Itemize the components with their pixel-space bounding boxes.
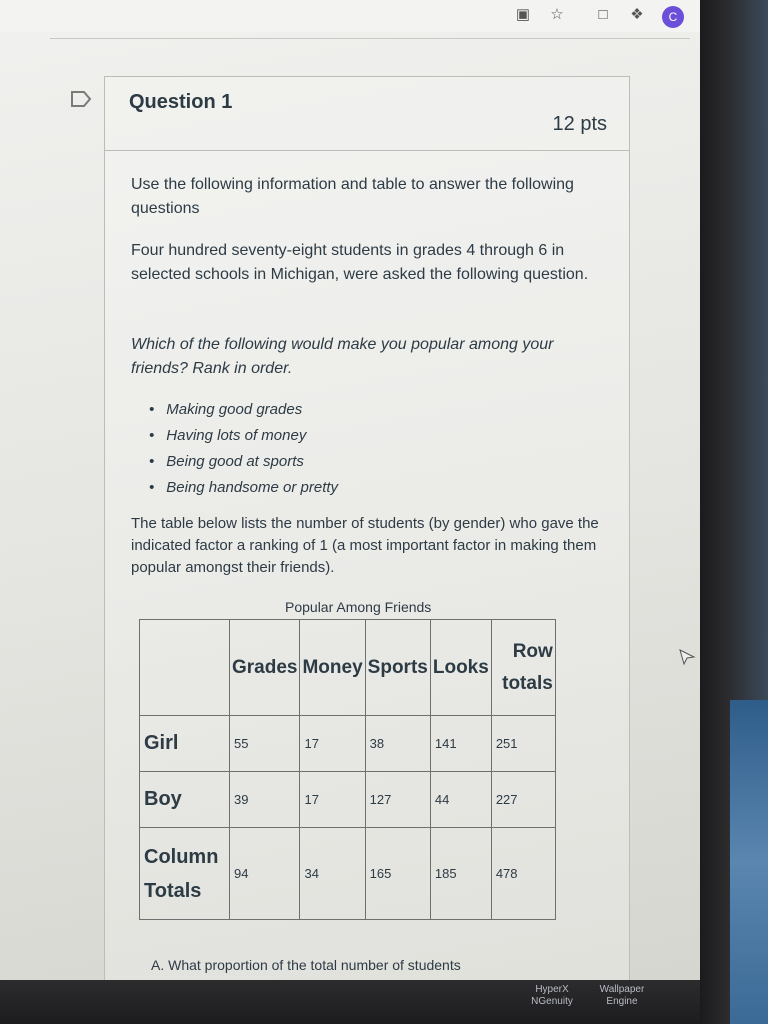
table-corner-cell [140, 620, 230, 716]
browser-toolbar [0, 0, 700, 32]
table-cell: 34 [300, 828, 365, 920]
question-points: 12 pts [552, 113, 607, 135]
table-cell: 94 [230, 828, 300, 920]
list-item: • Being good at sports [149, 449, 338, 475]
table-cell: 185 [430, 828, 491, 920]
popularity-table [139, 619, 556, 920]
table-cell: 44 [430, 772, 491, 828]
list-item: • Making good grades [149, 397, 338, 423]
table-cell: 478 [491, 828, 555, 920]
background-desk [730, 700, 768, 1024]
question-title: Question 1 [129, 91, 233, 113]
table-row [140, 828, 556, 920]
table-cell: 38 [365, 716, 430, 772]
row-label-girl: Girl [140, 716, 230, 772]
table-cell: 17 [300, 716, 365, 772]
header-row-totals: Row totals [491, 620, 555, 716]
flag-icon[interactable] [70, 90, 94, 108]
table-cell: 251 [491, 716, 555, 772]
taskbar-brand-right: Wallpaper Engine [599, 984, 645, 1007]
option-list [149, 397, 338, 501]
list-item: • Being handsome or pretty [149, 475, 338, 501]
question-card [104, 76, 630, 996]
header-grades: Grades [230, 620, 300, 716]
question-intro: Use the following information and table to answer the following questions [131, 176, 574, 217]
star-icon[interactable]: ☆ [550, 6, 564, 23]
table-cell: 227 [491, 772, 555, 828]
table-header-row [140, 620, 556, 716]
question-context: Four hundred seventy-eight students in grades 4 through 6 in selected schools in Michigan, were asked the following question. [131, 242, 589, 283]
translate-icon[interactable]: ▣ [515, 6, 531, 23]
question-prompt: Which of the following would make you popular among your friends? Rank in order. [131, 336, 554, 377]
table-cell: 141 [430, 716, 491, 772]
table-cell: 55 [230, 716, 300, 772]
row-label-column-totals: Column Totals [140, 828, 230, 920]
table-intro: The table below lists the number of students (by gender) who gave the indicated factor a ranking of 1 (a most important factor in making them popular amongst their friends). [131, 515, 599, 576]
table-row [140, 772, 556, 828]
question-header [105, 77, 629, 151]
table-cell: 127 [365, 772, 430, 828]
table-cell: 39 [230, 772, 300, 828]
toolbar-divider [50, 38, 690, 39]
puzzle-icon[interactable]: ❖ [630, 6, 644, 23]
part-a-question: A. What proportion of the total number of students [151, 957, 461, 973]
table-cell: 165 [365, 828, 430, 920]
header-looks: Looks [430, 620, 491, 716]
header-sports: Sports [365, 620, 430, 716]
table-cell: 17 [300, 772, 365, 828]
taskbar-brand-left: HyperX NGenuity [531, 984, 573, 1007]
header-money: Money [300, 620, 365, 716]
table-caption: Popular Among Friends [285, 599, 432, 615]
mouse-cursor-icon [678, 648, 696, 666]
row-label-boy: Boy [140, 772, 230, 828]
table-row [140, 716, 556, 772]
list-item: • Having lots of money [149, 423, 338, 449]
extension-icon[interactable]: □ [598, 6, 608, 23]
profile-avatar[interactable]: C [662, 6, 684, 28]
